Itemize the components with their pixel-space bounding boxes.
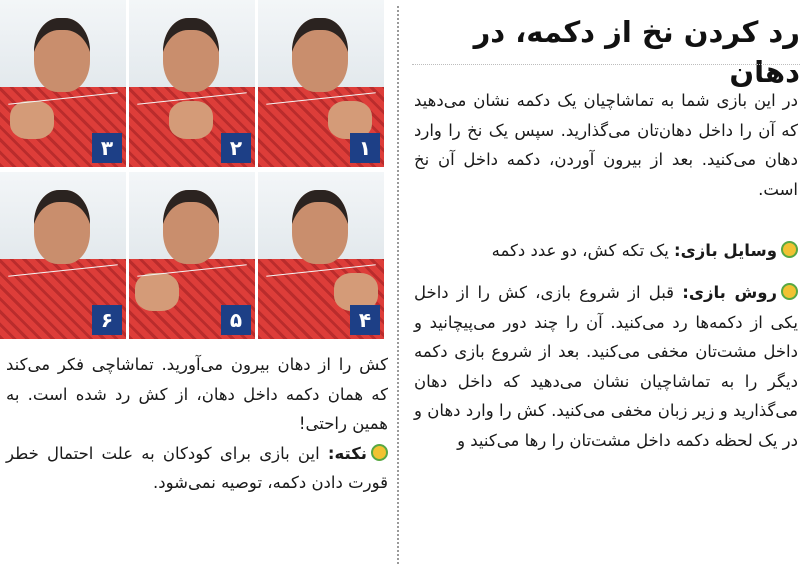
photo-hand bbox=[169, 101, 213, 139]
ending-paragraph: کش را از دهان بیرون می‌آورید. تماشاچی فکر می‌کند که همان دکمه داخل دهان، از کش رد شده است. به همین راحتی! bbox=[6, 355, 388, 434]
tip-label: نکته: bbox=[327, 443, 367, 463]
photo-grid bbox=[0, 0, 385, 342]
method-paragraph bbox=[414, 278, 798, 456]
bullet-icon bbox=[781, 241, 798, 258]
step-badge: ۴ bbox=[350, 305, 380, 335]
photo-person bbox=[34, 18, 90, 92]
photo-person bbox=[292, 190, 348, 264]
step-badge: ۵ bbox=[221, 305, 251, 335]
article-column bbox=[408, 0, 804, 570]
article-title: رد کردن نخ از دکمه، در دهان bbox=[473, 15, 800, 89]
step-photo bbox=[258, 0, 384, 167]
step-badge: ۳ bbox=[92, 133, 122, 163]
continued-column bbox=[6, 350, 388, 498]
tip-text: این بازی برای کودکان به علت احتمال خطر قورت دادن دکمه، توصیه نمی‌شود. bbox=[6, 443, 388, 493]
items-text: یک تکه کش، دو عدد دکمه bbox=[491, 241, 675, 260]
column-divider bbox=[397, 6, 399, 564]
step-photo bbox=[0, 172, 126, 339]
step-badge: ۲ bbox=[221, 133, 251, 163]
items-paragraph bbox=[414, 236, 798, 266]
items-label: وسایل بازی: bbox=[674, 241, 777, 260]
step-photo bbox=[258, 172, 384, 339]
photo-hand bbox=[135, 273, 179, 311]
photo-person bbox=[163, 18, 219, 92]
method-text: قبل از شروع بازی، کش را از داخل یکی از دکمه‌ها رد می‌کنید. آن را چند دور می‌پیچانید و داخل مشت‌تان مخفی می‌کنید. بعد از شروع بازی دکمه دیگر را به تماشاچیان نشان می‌دهید که داخل دهان می‌گذارید و زیر زبان مخفی می‌کنید. کش را وارد دهان و در یک لحظه دکمه داخل مشت‌تان را رها می‌کنید و bbox=[414, 283, 798, 450]
photo-person bbox=[34, 190, 90, 264]
tip-paragraph bbox=[6, 439, 388, 498]
photo-hand bbox=[10, 101, 54, 139]
step-photo bbox=[129, 172, 255, 339]
photo-person bbox=[163, 190, 219, 264]
bullet-icon bbox=[781, 283, 798, 300]
method-label: روش بازی: bbox=[682, 283, 777, 302]
step-photo bbox=[0, 0, 126, 167]
step-badge: ۶ bbox=[92, 305, 122, 335]
step-photo bbox=[129, 0, 255, 167]
photo-person bbox=[292, 18, 348, 92]
intro-paragraph: در این بازی شما به تماشاچیان یک دکمه نشان می‌دهید که آن را داخل دهان‌تان می‌گذارید. سپس یک نخ را وارد دهان می‌کنید. بعد از بیرون آوردن، دکمه داخل آن نخ است. bbox=[414, 91, 798, 199]
bullet-icon bbox=[371, 444, 388, 461]
title-divider bbox=[412, 64, 800, 65]
step-badge: ۱ bbox=[350, 133, 380, 163]
